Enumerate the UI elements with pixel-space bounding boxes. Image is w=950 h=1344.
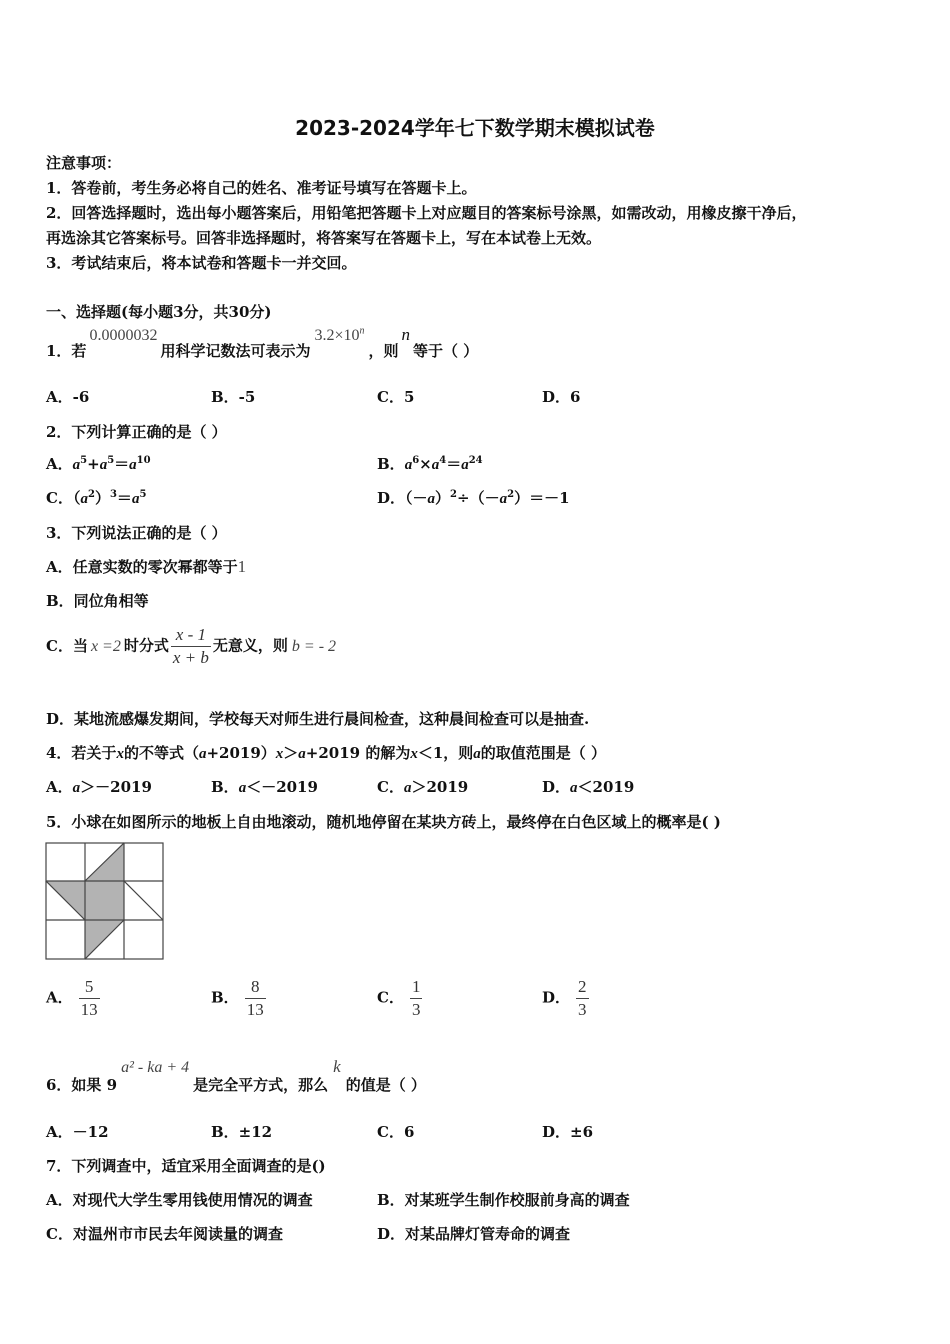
notice-item: 2．回答选择题时，选出每小题答案后，用铅笔把答题卡上对应题目的答案标号涂黑，如需改动，用橡皮擦干净后，	[46, 204, 807, 222]
q4-option-d: D．a＜2019	[542, 778, 635, 796]
q6-option-c: C．6	[377, 1123, 415, 1141]
q4-option-b: B．a＜－2019	[211, 778, 318, 796]
q3-option-b: B．同位角相等	[46, 592, 149, 610]
notice-item: 3．考试结束后，将本试卷和答题卡一并交回。	[46, 254, 357, 272]
q2-option-c: C．$(a^2)^3=a^5$	[46, 489, 147, 507]
page-title: 2023-2024学年七下数学期末模拟试卷	[295, 116, 655, 140]
question-7: 7．下列调查中，适宜采用全面调查的是()	[46, 1157, 326, 1175]
q1-text2: ，则	[368, 342, 399, 360]
q6-option-b: B．±12	[211, 1123, 273, 1141]
q6-option-d: D．±6	[542, 1123, 594, 1141]
q3-option-c: C．当 x =2 时分式 $\frac{x - 1}{x + b}$ 无意义，则 b = - 2	[46, 625, 337, 667]
q1-option-a: A．-6	[46, 388, 90, 406]
question-6: 6．如果 9a² - ka + 4是完全平方式，那么k的值是（ ）	[46, 1057, 426, 1094]
q1-var: n	[401, 325, 410, 344]
q6-option-a: A．－12	[46, 1123, 109, 1141]
question-4: 4．若关于x的不等式（a+2019）x＞a+2019 的解为x＜1，则a的取值范围是（ ）	[46, 744, 607, 762]
q5-option-c: C． $\frac{1}{3}$	[377, 977, 421, 1019]
q4-option-a: A．a＞－2019	[46, 778, 152, 796]
q3-option-a: A．任意实数的零次幂都等于1	[46, 557, 247, 576]
q2-option-d: D．$(-a)^2\div(-a^2)=-1$	[377, 489, 570, 507]
q1-text: 用科学记数法可表示为	[160, 342, 311, 360]
q5-option-b: B． $\frac{8}{13}$	[211, 977, 264, 1019]
floor-tile-figure	[45, 842, 165, 960]
q7-option-d: D．对某品牌灯管寿命的调查	[377, 1225, 571, 1243]
shaded-region	[85, 881, 124, 920]
question-2: 2．下列计算正确的是（ ）	[46, 423, 227, 441]
q1-option-d: D．6	[542, 388, 581, 406]
q1-value: 0.0000032	[89, 327, 158, 344]
q2-option-b: B．$a^6\times a^4=a^{24}$	[377, 455, 483, 473]
q7-option-b: B．对某班学生制作校服前身高的调查	[377, 1191, 630, 1209]
q2-option-a: A．$a^5+a^5=a^{10}$	[46, 455, 151, 473]
grid-line	[124, 881, 163, 920]
q4-option-c: C．a＞2019	[377, 778, 469, 796]
question-5: 5．小球在如图所示的地板上自由地滚动，随机地停留在某块方砖上，最终停在白色区域上的概率是( )	[46, 813, 721, 831]
q1-option-c: C．5	[377, 388, 415, 406]
q7-option-a: A．对现代大学生零用钱使用情况的调查	[46, 1191, 313, 1209]
q1-option-b: B．-5	[211, 388, 256, 406]
q3-option-d: D．某地流感爆发期间，学校每天对师生进行晨间检查，这种晨间检查可以是抽查.	[46, 710, 590, 728]
question-3: 3．下列说法正确的是（ ）	[46, 524, 227, 542]
notice-heading: 注意事项：	[46, 154, 122, 172]
q1-text3: 等于（ ）	[413, 342, 479, 360]
notice-item: 再选涂其它答案标号。回答非选择题时，将答案写在答题卡上，写在本试卷上无效。	[46, 229, 602, 247]
q7-option-c: C．对温州市市民去年阅读量的调查	[46, 1225, 283, 1243]
section-heading: 一、选择题(每小题3分，共30分)	[46, 303, 272, 321]
question-1	[46, 326, 478, 366]
q1-sci: $3.2\times 10^n$	[314, 325, 365, 344]
q5-option-a: A． $\frac{5}{13}$	[46, 977, 98, 1019]
q5-option-d: D． $\frac{2}{3}$	[542, 977, 587, 1019]
notice-item: 1．答卷前，考生务必将自己的姓名、准考证号填写在答题卡上。	[46, 179, 477, 197]
q1-num: 1．若	[46, 342, 87, 360]
